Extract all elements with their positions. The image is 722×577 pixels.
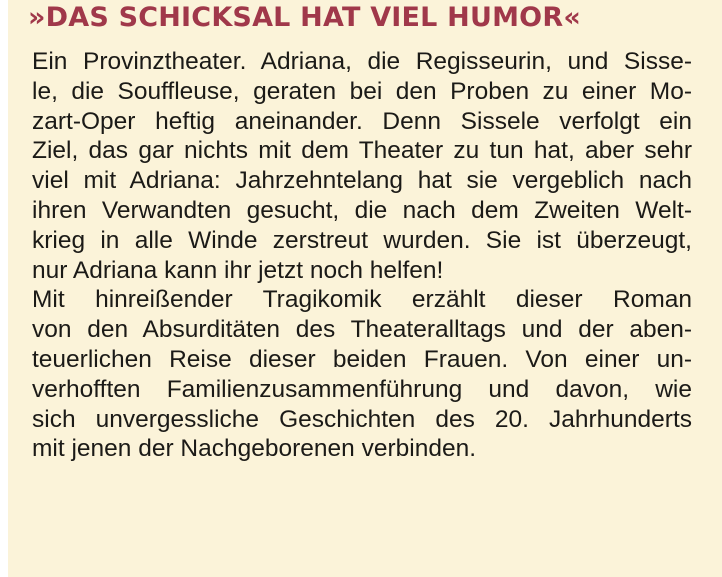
text-line: zart-Oper heftig aneinander. Denn Sissele verfolgt ein: [32, 107, 692, 135]
text-line: ihren Verwandten gesucht, die nach dem Zweiten Welt-: [32, 196, 692, 224]
text-line: mit jenen der Nachgeborenen verbinden.: [32, 435, 477, 463]
blurb-heading: »DAS SCHICKSAL HAT VIEL HUMOR«: [28, 2, 581, 33]
paragraph-2: [32, 285, 692, 464]
text-line: Ziel, das gar nichts mit dem Theater zu tun hat, aber sehr: [32, 137, 692, 165]
text-line: Mit hinreißender Tragikomik erzählt dieser Roman: [32, 286, 692, 314]
text-line: krieg in alle Winde zerstreut wurden. Sie ist überzeugt,: [32, 226, 692, 254]
text-line: von den Absurditäten des Theateralltags und der aben-: [32, 316, 692, 344]
text-line: viel mit Adriana: Jahrzehntelang hat sie vergeblich nach: [32, 167, 692, 195]
text-line: le, die Souffleuse, geraten bei den Proben zu einer Mo-: [32, 77, 692, 105]
text-line: Ein Provinztheater. Adriana, die Regisseurin, und Sisse-: [32, 48, 692, 75]
text-line: teuerlichen Reise dieser beiden Frauen. Von einer un-: [32, 345, 692, 373]
text-line: nur Adriana kann ihr jetzt noch helfen!: [32, 256, 444, 284]
text-line: verhofften Familienzusammenführung und davon, wie: [32, 375, 692, 403]
text-line: sich unvergessliche Geschichten des 20. Jahrhunderts: [32, 405, 692, 433]
blurb-body: [32, 47, 692, 464]
book-blurb-panel: [8, 0, 722, 577]
paragraph-1: [32, 47, 692, 285]
